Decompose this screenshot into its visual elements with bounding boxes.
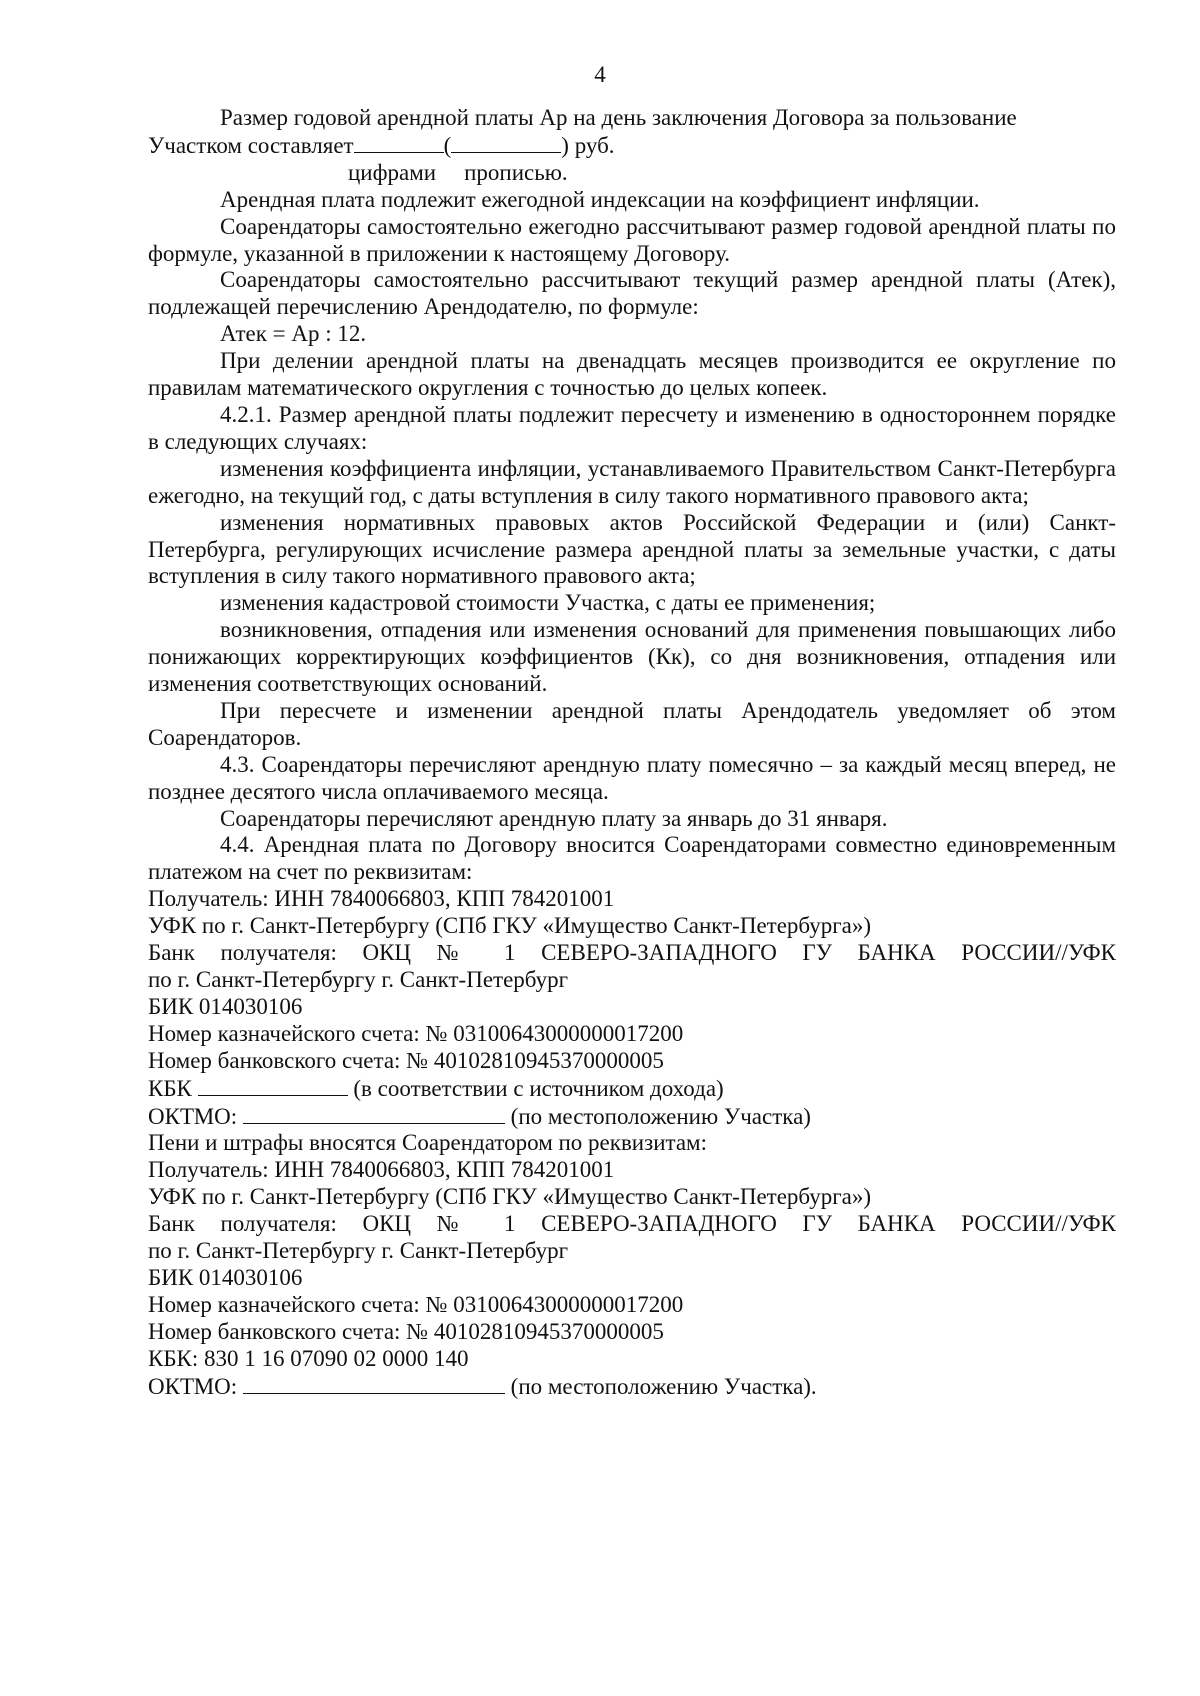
penalty-bank-line2: по г. Санкт-Петербургу г. Санкт-Петербург [148, 1238, 569, 1264]
kbk-blank [198, 1075, 348, 1096]
penalties-intro: Пени и штрафы вносятся Соарендатором по реквизитам: [148, 1130, 707, 1156]
caption-words: прописью. [464, 159, 568, 185]
rent-bank-line1: Банк получателя: ОКЦ № 1 СЕВЕРО-ЗАПАДНОГО ГУ БАНКА РОССИИ//УФК [148, 940, 1116, 966]
penalty-treasury-account: Номер казначейского счета: № 03100643000000017200 [148, 1291, 684, 1317]
caption-digits: цифрами [348, 159, 437, 185]
clause-4-2-1: 4.2.1. Размер арендной платы подлежит пересчету и изменению в одностороннем порядке в следующих случаях: [148, 401, 1116, 454]
rent-words-blank [451, 132, 561, 153]
penalty-recipient: Получатель: ИНН 7840066803, КПП 784201001 [148, 1157, 615, 1183]
rent-oktmo: ОКТМО: (по местоположению Участка) [148, 1103, 811, 1129]
oktmo-blank [243, 1103, 505, 1124]
clause-4-4: 4.4. Арендная плата по Договору вносится Соарендаторами совместно единовременным платежом на счет по реквизитам: [148, 832, 1116, 885]
rent-recipient: Получатель: ИНН 7840066803, КПП 784201001 [148, 886, 615, 912]
paragraph-current-calc: Соарендаторы самостоятельно рассчитывают текущий размер арендной платы (Атек), подлежащей перечислению Арендодателю, по формуле: [148, 267, 1116, 320]
paragraph-annual-calc: Соарендаторы самостоятельно ежегодно рассчитывают размер годовой арендной платы по формуле, указанной в приложении к настоящему Договору. [148, 213, 1116, 266]
formula: Атек = Ар : 12. [220, 321, 367, 347]
paragraph-notify: При пересчете и изменении арендной платы Арендодатель уведомляет об этом Соарендаторов. [148, 697, 1116, 750]
case-coefficients: возникновения, отпадения или изменения оснований для применения повышающих либо понижающих корректирующих коэффициентов (Кк), со дня возникновения, отпадения или изменения соответствующих оснований. [148, 617, 1116, 697]
rent-bank-account: Номер банковского счета: № 40102810945370000005 [148, 1047, 664, 1073]
penalty-bank-line1: Банк получателя: ОКЦ № 1 СЕВЕРО-ЗАПАДНОГО ГУ БАНКА РОССИИ//УФК [148, 1211, 1116, 1237]
penalty-kbk: КБК: 830 1 16 07090 02 0000 140 [148, 1345, 469, 1371]
paragraph-indexation: Арендная плата подлежит ежегодной индексации на коэффициент инфляции. [220, 186, 980, 212]
rent-amount-line2: Участком составляет ( ) руб. [148, 132, 615, 158]
rent-kbk: КБК (в соответствии с источником дохода) [148, 1075, 724, 1101]
rent-bank-line2: по г. Санкт-Петербургу г. Санкт-Петербург [148, 967, 569, 992]
paragraph-january: Соарендаторы перечисляют арендную плату за январь до 31 января. [220, 805, 888, 831]
penalty-bank-account: Номер банковского счета: № 40102810945370000005 [148, 1318, 664, 1344]
rent-amount-line1: Размер годовой арендной платы Ар на день заключения Договора за пользование [220, 105, 1017, 130]
case-inflation: изменения коэффициента инфляции, устанавливаемого Правительством Санкт-Петербурга ежегодно, на текущий год, с даты вступления в силу такого нормативного правового акта; [148, 455, 1116, 508]
penalty-ufk: УФК по г. Санкт-Петербургу (СПб ГКУ «Имущество Санкт-Петербурга») [148, 1184, 872, 1210]
penalty-bik: БИК 014030106 [148, 1264, 303, 1290]
case-legal-acts: изменения нормативных правовых актов Российской Федерации и (или) Санкт-Петербурга, регулирующих исчисление размера арендной платы за земельные участки, с даты вступления в силу такого нормативного правового акта; [148, 509, 1116, 589]
page-number: 4 [594, 62, 606, 87]
rent-treasury-account: Номер казначейского счета: № 03100643000000017200 [148, 1020, 684, 1046]
rent-blank-captions [148, 160, 1116, 187]
document-body [148, 105, 1116, 1401]
rent-bik: БИК 014030106 [148, 993, 303, 1019]
case-cadastral: изменения кадастровой стоимости Участка, с даты ее применения; [220, 590, 876, 616]
clause-4-3: 4.3. Соарендаторы перечисляют арендную плату помесячно – за каждый месяц вперед, не позднее десятого числа оплачиваемого месяца. [148, 751, 1116, 804]
rent-ufk: УФК по г. Санкт-Петербургу (СПб ГКУ «Имущество Санкт-Петербурга») [148, 913, 872, 939]
penalty-oktmo-blank [243, 1373, 505, 1394]
paragraph-rounding: При делении арендной платы на двенадцать месяцев производится ее округление по правилам математического округления с точностью до целых копеек. [148, 348, 1116, 401]
penalty-oktmo: ОКТМО: (по местоположению Участка). [148, 1373, 817, 1399]
rent-digits-blank [354, 132, 444, 153]
